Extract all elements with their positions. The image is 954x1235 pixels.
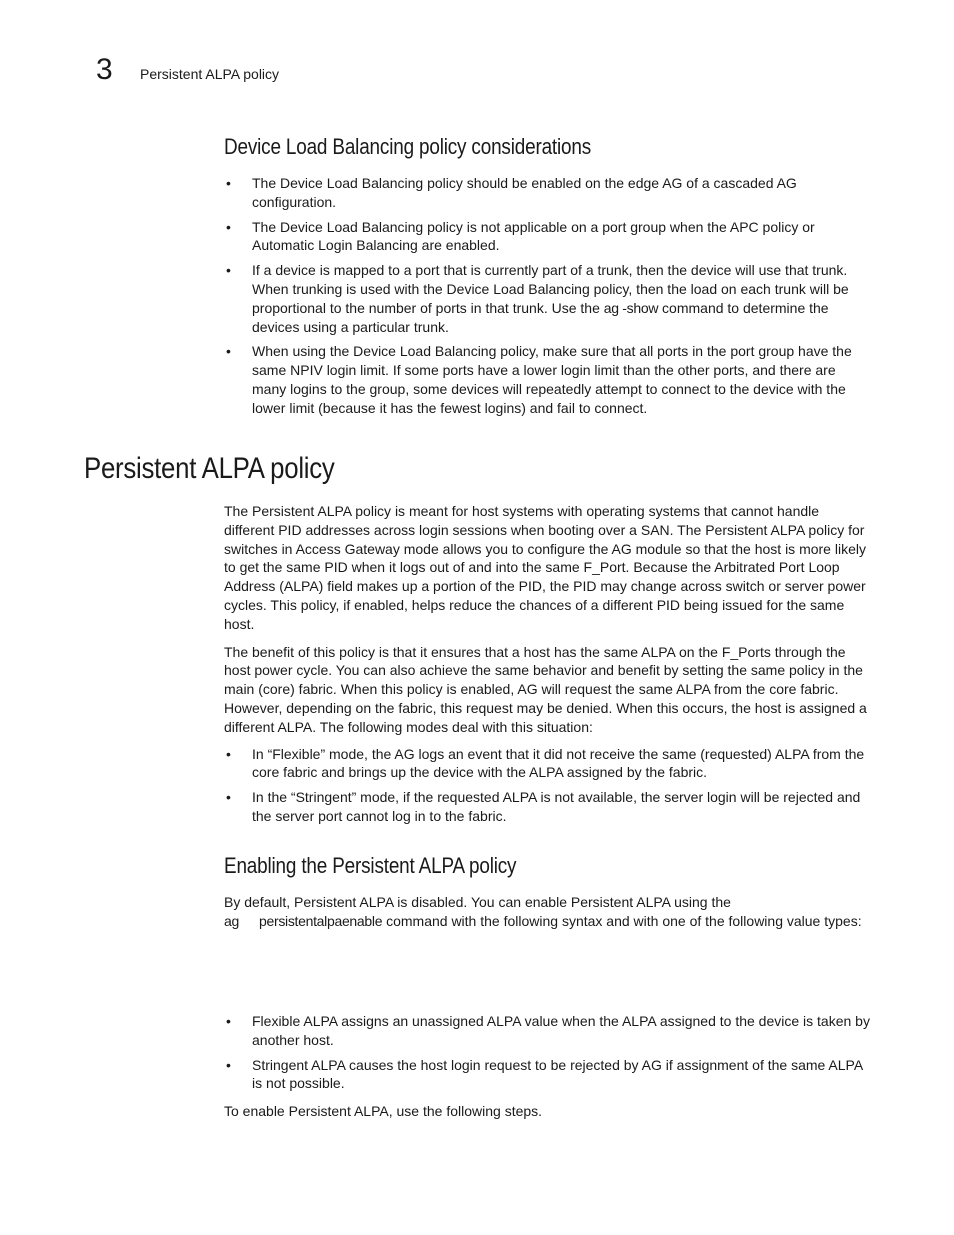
- list-item-text: If a device is mapped to a port that is currently part of a trunk, then the device will use that trunk. When trunking is used with the Device Load Balancing policy, then the load on each trunk will be proportional to the number of ports in that trunk. Use the: [252, 262, 849, 316]
- command-ag: ag: [224, 912, 239, 929]
- alpa-body: [224, 502, 870, 826]
- paragraph: The Persistent ALPA policy is meant for host systems with operating systems that cannot handle different PID addresses across login sessions when booting over a SAN. The Persistent ALPA policy for switches in Access Gateway mode allows you to configure the AG module so that the host is more likely to get the same PID when it logs out of and into the same F_Port. Because the Arbitrated Port Loop Address (ALPA) field makes up a portion of the PID, the PID may change across switch or server power cycles. This policy, if enabled, helps reduce the chances of a different PID being issued for the same host.: [224, 503, 866, 632]
- chapter-number: 3: [96, 53, 113, 86]
- list-item: • The Device Load Balancing policy is not applicable on a port group when the APC policy or Automatic Login Balancing are enabled.: [224, 218, 870, 256]
- list-item: • Flexible ALPA assigns an unassigned ALPA value when the ALPA assigned to the device is taken by another host.: [224, 1012, 870, 1050]
- section-heading-enabling-alpa: Enabling the Persistent ALPA policy: [224, 853, 517, 878]
- enable-intro: [224, 893, 870, 931]
- enable-closing: [224, 1102, 870, 1121]
- command-option-persistentalpaenable: persistentalpaenable: [258, 912, 383, 929]
- list-item: • The Device Load Balancing policy should be enabled on the edge AG of a cascaded AG configuration.: [224, 174, 870, 212]
- section-heading-dlb-considerations: Device Load Balancing policy considerations: [224, 134, 592, 159]
- enable-bullet-list: [224, 1012, 870, 1093]
- section-heading-persistent-alpa: Persistent ALPA policy: [84, 452, 335, 485]
- paragraph: The benefit of this policy is that it ensures that a host has the same ALPA on the F_Ports through the host power cycle. You can also achieve the same behavior and benefit by setting the same policy in the main (core) fabric. When this policy is enabled, AG will request the same ALPA from the core fabric. However, depending on the fabric, this request may be denied. When this occurs, the host is assigned a different ALPA. The following modes deal with this situation:: [224, 643, 867, 735]
- list-item: • When using the Device Load Balancing policy, make sure that all ports in the port group have the same NPIV login limit. If some ports have a lower login limit than the other ports, and there are many logins to the group, some devices will repeatedly attempt to connect to the device with the lower limit (because it has the fewest logins) and fail to connect.: [224, 342, 870, 417]
- list-item-text: command to determine the devices using a particular trunk.: [252, 299, 829, 335]
- list-item: • In “Flexible” mode, the AG logs an event that it did not receive the same (requested) ALPA from the core fabric and brings up the device with the ALPA assigned by the fabric.: [224, 745, 870, 783]
- paragraph: To enable Persistent ALPA, use the following steps.: [224, 1103, 543, 1119]
- list-item: • In the “Stringent” mode, if the requested ALPA is not available, the server login will be rejected and the server port cannot log in to the fabric.: [224, 788, 870, 826]
- command-ag-show: ag -show: [603, 299, 659, 316]
- running-header-title: Persistent ALPA policy: [140, 66, 280, 82]
- paragraph: [224, 893, 870, 931]
- intro-rest: command with the following syntax and with one of the following value types:: [382, 912, 862, 929]
- list-item: • Stringent ALPA causes the host login request to be rejected by AG if assignment of the same ALPA is not possible.: [224, 1056, 870, 1094]
- dlb-bullet-list: [224, 174, 870, 418]
- list-item: [224, 261, 870, 336]
- intro-line: By default, Persistent ALPA is disabled. You can enable Persistent ALPA using the: [224, 894, 731, 910]
